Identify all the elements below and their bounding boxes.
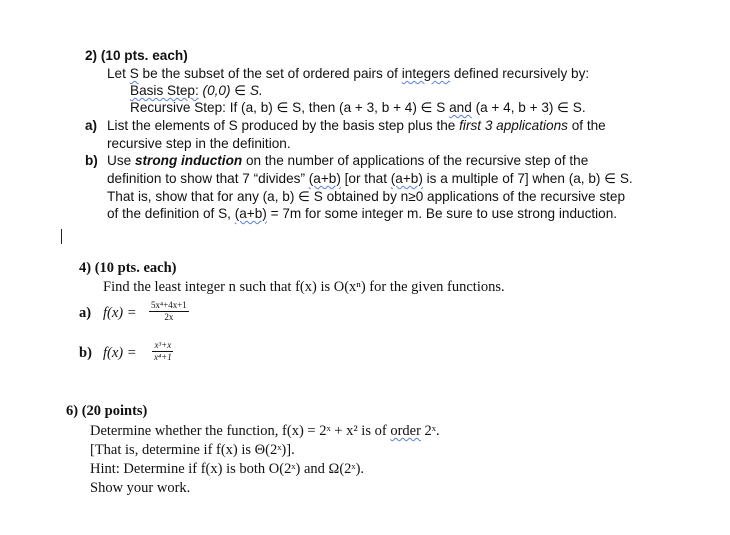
part-4b-fraction	[152, 340, 174, 363]
intro-integers: integers	[401, 66, 451, 81]
part-2b-line4-post: = 7m for some integer m. Be sure to use strong induction.	[266, 206, 618, 221]
text-cursor	[61, 229, 62, 244]
recursive-tail: (a + 4, b + 3) ∈ S.	[471, 100, 586, 115]
problem-2-heading: 2) (10 pts. each)	[85, 48, 188, 63]
intro-pre: Let	[107, 66, 130, 81]
intro-post: defined recursively by:	[450, 66, 590, 81]
part-2b-label: b)	[85, 153, 98, 168]
basis-label: Basis Step:	[130, 83, 199, 98]
part-4b-fx: f(x) =	[103, 345, 137, 361]
intro-set-s: S	[129, 66, 139, 81]
part-2b-line2-post: is a multiple of 7] when (a, b) ∈ S.	[422, 171, 633, 186]
part-4a-fraction	[149, 300, 189, 323]
part-2a-label: a)	[85, 118, 98, 133]
part-4b-label: b)	[79, 345, 92, 361]
problem-4-intro: Find the least integer n such that f(x) is O(xⁿ) for the given functions.	[103, 279, 505, 295]
part-2b-line2-pre: definition to show that 7 “divides”	[107, 171, 309, 186]
problem-6-line1-pre: Determine whether the function, f(x) = 2ˣ + x² is of	[90, 423, 391, 439]
problem-6-order: order	[390, 423, 421, 439]
part-4b-denominator: x⁴+1	[154, 352, 172, 362]
part-2a-text-end: of the	[567, 118, 606, 133]
basis-step	[130, 82, 263, 99]
part-2b-line3: That is, show that for any (a, b) ∈ S obtained by n≥0 applications of the recursive step	[107, 189, 626, 204]
part-4b-numerator: x³+x	[154, 340, 172, 350]
part-2b-ab-3: (a+b)	[234, 206, 267, 221]
part-4a-numerator: 5x⁴+4x+1	[151, 300, 187, 310]
part-2b-line2-mid: [or that	[340, 171, 391, 186]
problem-6-show-work: Show your work.	[90, 480, 191, 496]
part-2b-emphasis: strong induction	[134, 153, 243, 168]
part-2b-line4-pre: of the definition of S,	[107, 206, 235, 221]
problem-6-line1	[90, 423, 440, 440]
part-2a-line2: recursive step in the definition.	[107, 136, 291, 151]
part-2b-line1	[107, 152, 588, 169]
part-2b-ab-1: (a+b)	[308, 171, 341, 186]
part-2a-emphasis: first 3 applications	[459, 118, 568, 133]
problem-6-heading: 6) (20 points)	[66, 403, 148, 419]
basis-expr: (0,0) ∈ S.	[198, 83, 263, 98]
problem-2-intro	[107, 65, 589, 82]
part-2b-text: Use	[107, 153, 135, 168]
problem-6-line2: [That is, determine if f(x) is Θ(2ˣ)].	[90, 442, 295, 458]
recursive-and: and	[449, 100, 472, 115]
part-4a-label: a)	[79, 305, 92, 321]
problem-6-hint: Hint: Determine if f(x) is both O(2ˣ) and Ω(2ˣ).	[90, 461, 365, 477]
part-4a-denominator: 2x	[164, 312, 174, 322]
problem-6-line1-post: 2ˣ.	[420, 423, 440, 439]
part-2b-line4	[107, 205, 617, 222]
intro-mid: be the subset of the set of ordered pairs of	[138, 66, 402, 81]
part-2a-text: List the elements of S produced by the basis step plus the	[107, 118, 460, 133]
part-2b-text-end: on the number of applications of the recursive step of the	[242, 153, 589, 168]
recursive-text: Recursive Step: If (a, b) ∈ S, then (a + 3, b + 4) ∈ S	[130, 100, 450, 115]
part-2a-line1	[107, 117, 606, 134]
part-2b-ab-2: (a+b)	[390, 171, 423, 186]
problem-4-heading: 4) (10 pts. each)	[79, 260, 177, 276]
recursive-step	[130, 99, 586, 116]
part-4a-fx: f(x) =	[103, 305, 137, 321]
part-2b-line2	[107, 170, 633, 187]
